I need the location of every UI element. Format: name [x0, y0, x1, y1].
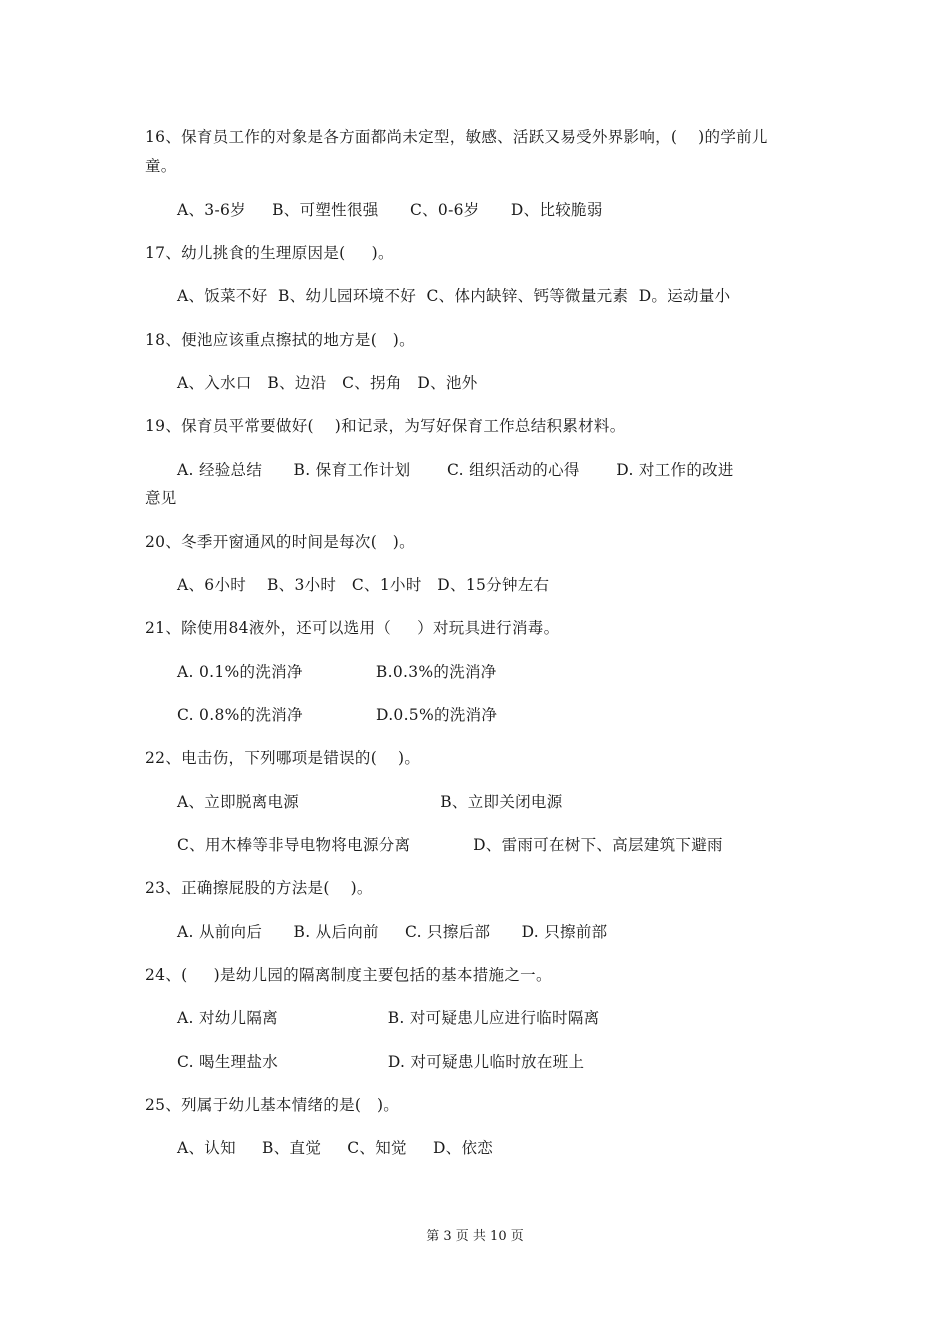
question-22-options-row-2: C、用木棒等非导电物将电源分离 D、雷雨可在树下、高层建筑下避雨 — [177, 836, 723, 854]
question-16-options: A、3-6岁 B、可塑性很强 C、0-6岁 D、比较脆弱 — [177, 201, 603, 219]
page-footer: 第 3 页 共 10 页 — [426, 1229, 524, 1244]
question-16-stem-line-1: 16、保育员工作的对象是各方面都尚未定型，敏感、活跃又易受外界影响，( )的学前儿 — [145, 128, 768, 146]
question-19-options-continuation: 意见 — [145, 489, 177, 507]
question-18-options: A、入水口 B、边沿 C、拐角 D、池外 — [177, 374, 478, 392]
question-25-options: A、认知 B、直觉 C、知觉 D、依恋 — [177, 1139, 494, 1157]
question-17-options: A、饭菜不好 B、幼儿园环境不好 C、体内缺锌、钙等微量元素 D。运动量小 — [177, 287, 731, 305]
question-21-options-row-2: C. 0.8%的洗消净 D.0.5%的洗消净 — [177, 706, 498, 724]
question-22-options-row-1: A、立即脱离电源 B、立即关闭电源 — [177, 793, 563, 811]
question-21-options-row-1: A. 0.1%的洗消净 B.0.3%的洗消净 — [177, 663, 497, 681]
question-20-stem: 20、冬季开窗通风的时间是每次( )。 — [145, 533, 415, 551]
question-22-stem: 22、电击伤，下列哪项是错误的( )。 — [145, 749, 421, 767]
question-23-options: A. 从前向后 B. 从后向前 C. 只擦后部 D. 只擦前部 — [177, 923, 608, 941]
question-16-stem-line-2: 童。 — [145, 157, 177, 175]
question-19-options: A. 经验总结 B. 保育工作计划 C. 组织活动的心得 D. 对工作的改进 — [177, 461, 734, 479]
question-20-options: A、6小时 B、3小时 C、1小时 D、15分钟左右 — [177, 576, 550, 594]
question-23-stem: 23、正确擦屁股的方法是( )。 — [145, 879, 373, 897]
question-25-stem: 25、列属于幼儿基本情绪的是( )。 — [145, 1096, 400, 1114]
question-19-stem: 19、保育员平常要做好( )和记录，为写好保育工作总结积累材料。 — [145, 417, 626, 435]
question-17-stem: 17、幼儿挑食的生理原因是( )。 — [145, 244, 394, 262]
question-18-stem: 18、便池应该重点擦拭的地方是( )。 — [145, 331, 415, 349]
question-24-options-row-1: A. 对幼儿隔离 B. 对可疑患儿应进行临时隔离 — [177, 1009, 600, 1027]
question-24-options-row-2: C. 喝生理盐水 D. 对可疑患儿临时放在班上 — [177, 1053, 585, 1071]
question-21-stem: 21、除使用84液外，还可以选用（ ）对玩具进行消毒。 — [145, 619, 560, 637]
question-24-stem: 24、( )是幼儿园的隔离制度主要包括的基本措施之一。 — [145, 966, 552, 984]
